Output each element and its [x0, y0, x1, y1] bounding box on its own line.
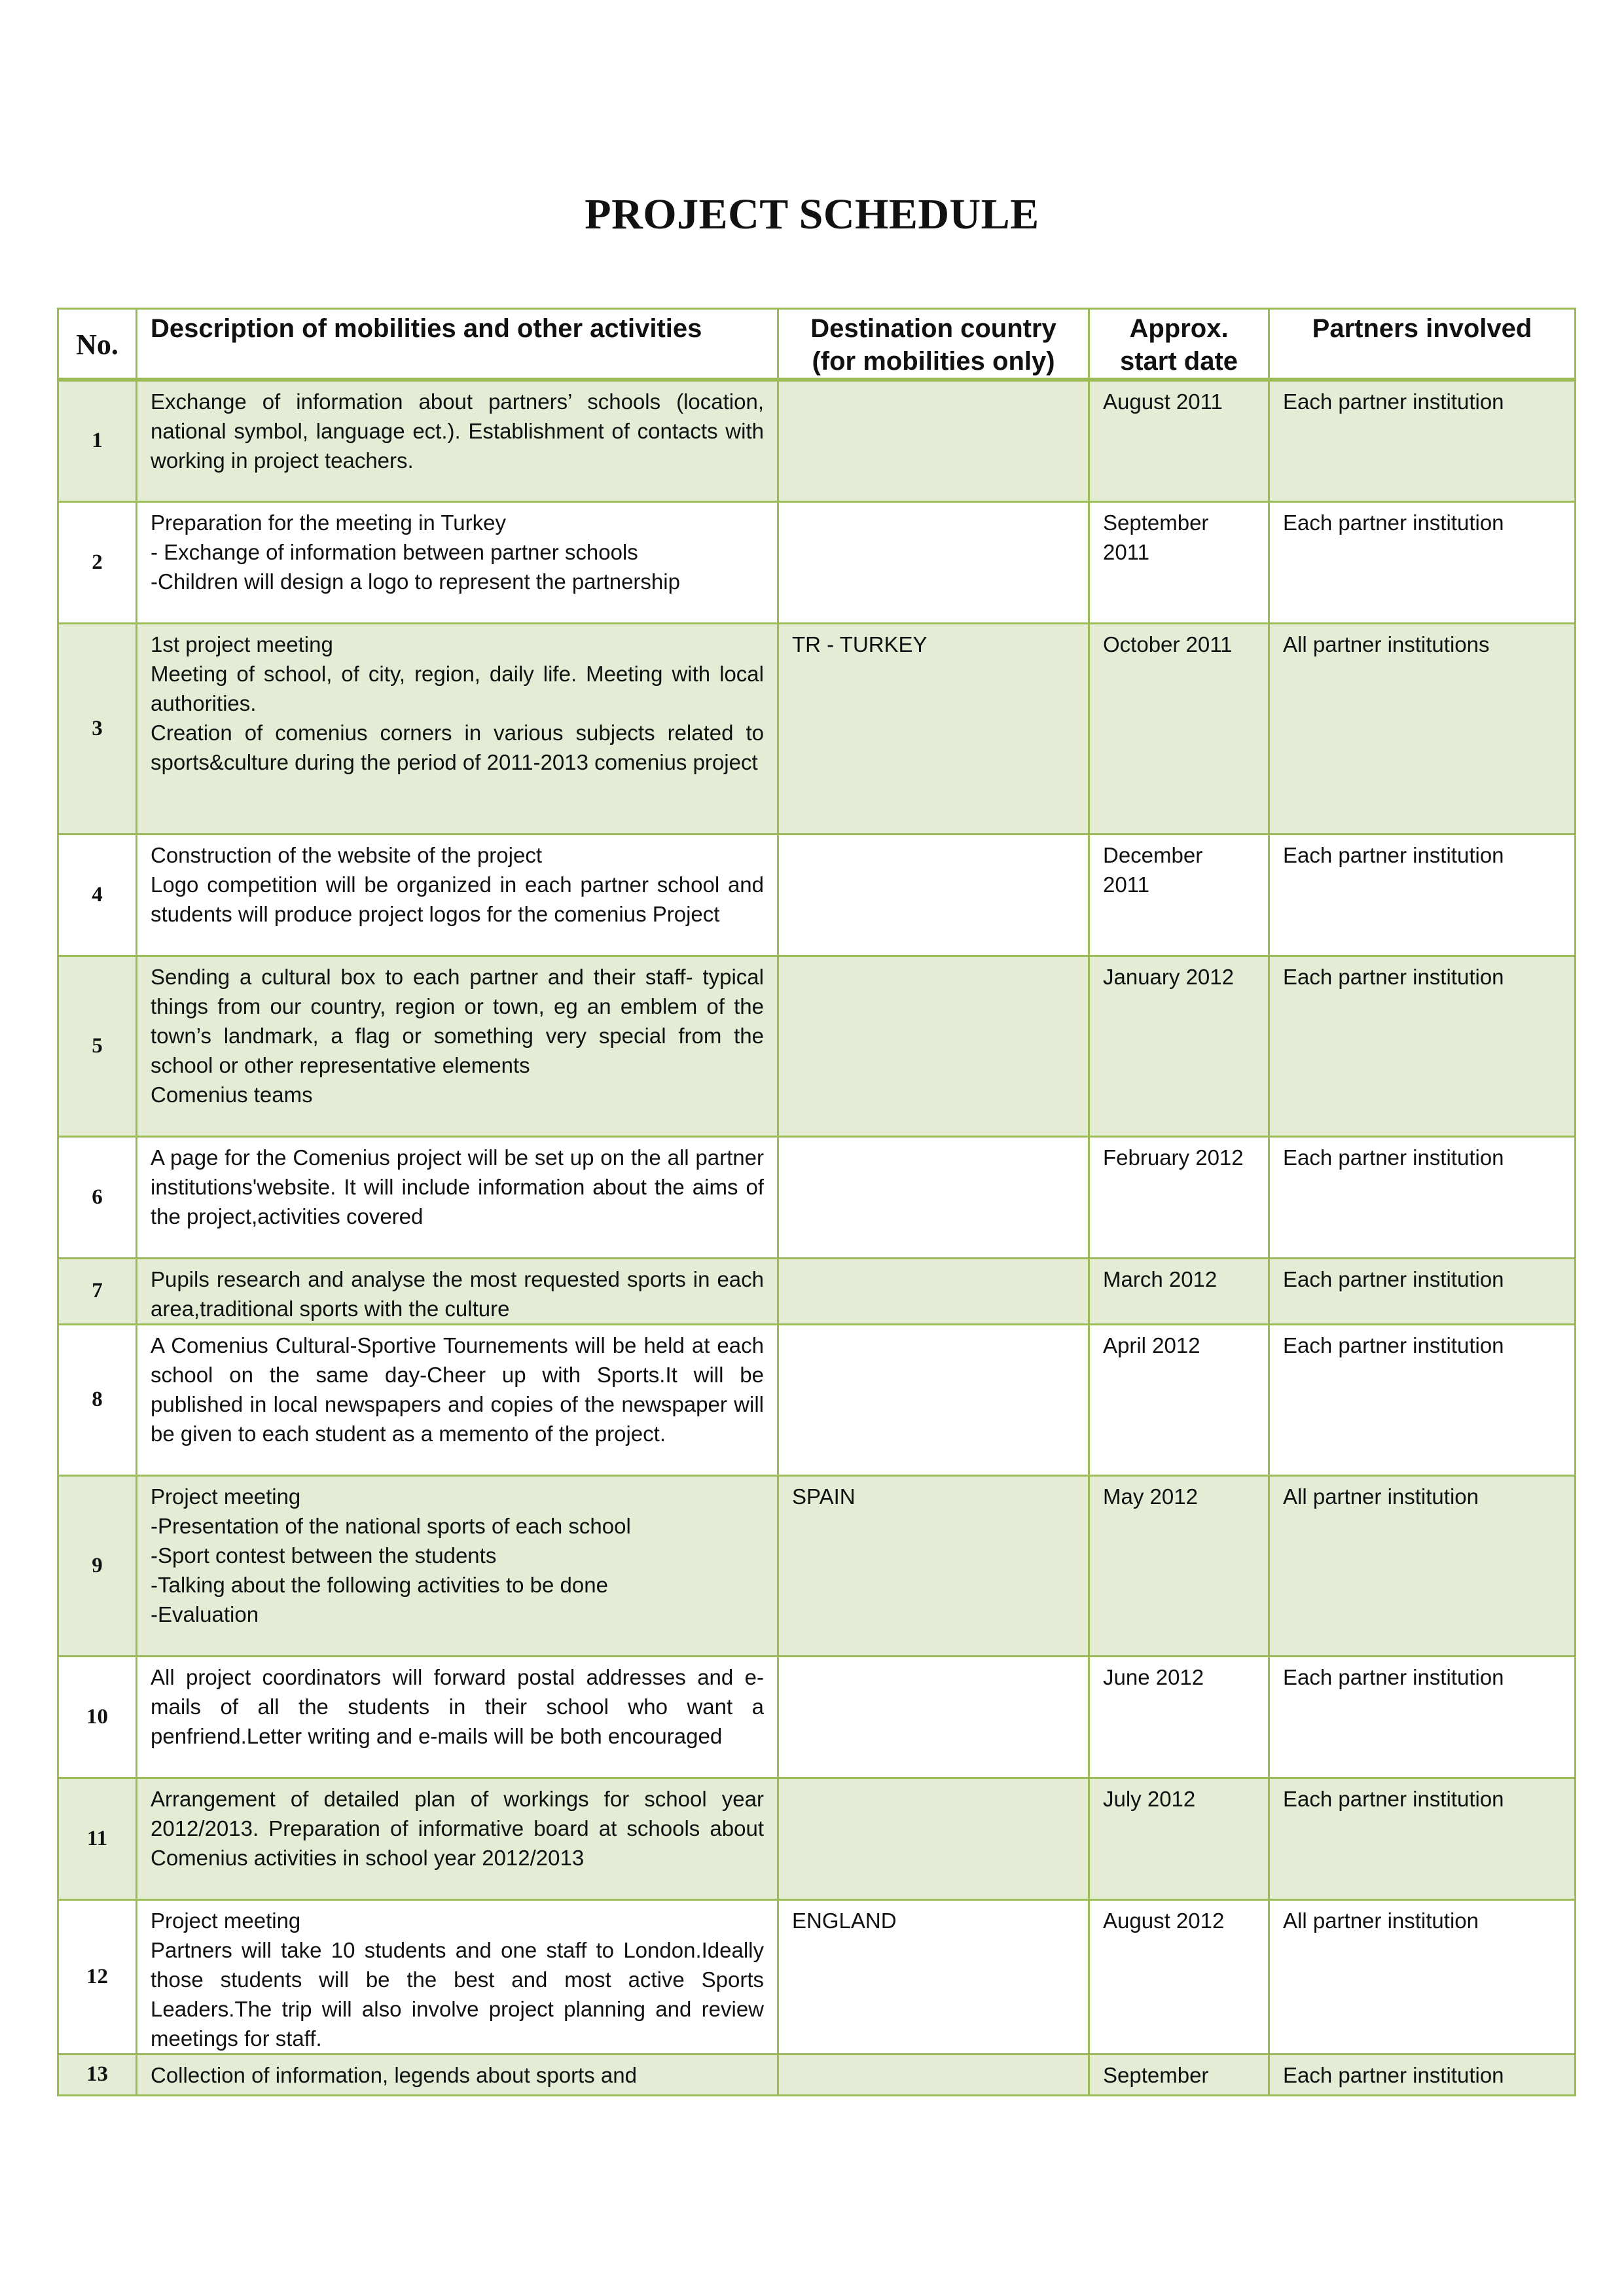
row-destination	[778, 956, 1089, 1136]
row-partners: All partner institutions	[1269, 623, 1576, 834]
row-description: Arrangement of detailed plan of workings for school year 2012/2013. Preparation of informative board at schools about Comenius activities in school year 2012/2013	[137, 1778, 778, 1899]
row-description: Project meeting Partners will take 10 students and one staff to London.Ideally those students will be the best and most active Sports Leaders.The trip will also involve project planning and review meetings for staff.	[137, 1899, 778, 2054]
header-no: No.	[58, 309, 137, 380]
row-start-date: April 2012	[1089, 1324, 1269, 1475]
schedule-table	[57, 308, 1576, 2096]
row-partners: Each partner institution	[1269, 1258, 1576, 1324]
row-start-date: December 2011	[1089, 834, 1269, 956]
row-description: Exchange of information about partners’ schools (location, national symbol, language ect.). Establishment of contacts with working in project teachers.	[137, 380, 778, 501]
row-description: Pupils research and analyse the most requested sports in each area,traditional sports with the culture	[137, 1258, 778, 1324]
header-date: Approx. start date	[1089, 309, 1269, 380]
row-partners: Each partner institution	[1269, 2054, 1576, 2095]
table-row	[58, 1899, 1576, 2054]
row-number: 9	[58, 1475, 137, 1656]
table-row	[58, 380, 1576, 501]
row-partners: All partner institution	[1269, 1899, 1576, 2054]
row-start-date: August 2011	[1089, 380, 1269, 501]
table-row	[58, 1324, 1576, 1475]
table-row	[58, 1258, 1576, 1324]
row-start-date: September	[1089, 2054, 1269, 2095]
table-row	[58, 1778, 1576, 1899]
row-start-date: January 2012	[1089, 956, 1269, 1136]
row-partners: Each partner institution	[1269, 501, 1576, 623]
row-description: A page for the Comenius project will be set up on the all partner institutions'website. It will include information about the aims of the project,activities covered	[137, 1136, 778, 1258]
row-number: 5	[58, 956, 137, 1136]
row-destination	[778, 1778, 1089, 1899]
row-description: 1st project meeting Meeting of school, of city, region, daily life. Meeting with local authorities. Creation of comenius corners in various subjects related to sports&culture during the period of 2011-2013 comenius project	[137, 623, 778, 834]
row-destination	[778, 380, 1089, 501]
row-number: 10	[58, 1656, 137, 1778]
row-start-date: June 2012	[1089, 1656, 1269, 1778]
row-description: Construction of the website of the project Logo competition will be organized in each partner school and students will produce project logos for the comenius Project	[137, 834, 778, 956]
header-partners: Partners involved	[1269, 309, 1576, 380]
table-row	[58, 2054, 1576, 2095]
row-destination: ENGLAND	[778, 1899, 1089, 2054]
row-partners: Each partner institution	[1269, 956, 1576, 1136]
row-number: 6	[58, 1136, 137, 1258]
row-number: 8	[58, 1324, 137, 1475]
row-destination	[778, 1656, 1089, 1778]
row-partners: Each partner institution	[1269, 1778, 1576, 1899]
row-number: 13	[58, 2054, 137, 2095]
header-destination: Destination country (for mobilities only)	[778, 309, 1089, 380]
row-start-date: February 2012	[1089, 1136, 1269, 1258]
row-destination: SPAIN	[778, 1475, 1089, 1656]
row-number: 3	[58, 623, 137, 834]
row-destination	[778, 1136, 1089, 1258]
table-row	[58, 1475, 1576, 1656]
row-number: 12	[58, 1899, 137, 2054]
table-row	[58, 1656, 1576, 1778]
row-start-date: July 2012	[1089, 1778, 1269, 1899]
table-row	[58, 623, 1576, 834]
row-number: 4	[58, 834, 137, 956]
row-destination	[778, 2054, 1089, 2095]
table-row	[58, 501, 1576, 623]
row-start-date: August 2012	[1089, 1899, 1269, 2054]
page-title: PROJECT SCHEDULE	[585, 190, 1039, 238]
row-destination	[778, 1324, 1089, 1475]
row-destination	[778, 1258, 1089, 1324]
row-destination: TR - TURKEY	[778, 623, 1089, 834]
row-number: 2	[58, 501, 137, 623]
row-partners: Each partner institution	[1269, 380, 1576, 501]
row-partners: Each partner institution	[1269, 834, 1576, 956]
row-description: Project meeting -Presentation of the national sports of each school -Sport contest between the students -Talking about the following activities to be done -Evaluation	[137, 1475, 778, 1656]
table-row	[58, 834, 1576, 956]
row-number: 1	[58, 380, 137, 501]
row-description: Sending a cultural box to each partner and their staff- typical things from our country, region or town, eg an emblem of the town’s landmark, a flag or something very special from the school or other representative elements Comenius teams	[137, 956, 778, 1136]
row-partners: Each partner institution	[1269, 1324, 1576, 1475]
row-start-date: September 2011	[1089, 501, 1269, 623]
row-start-date: May 2012	[1089, 1475, 1269, 1656]
row-start-date: October 2011	[1089, 623, 1269, 834]
table-row	[58, 956, 1576, 1136]
row-start-date: March 2012	[1089, 1258, 1269, 1324]
header-description: Description of mobilities and other activities	[137, 309, 778, 380]
row-partners: All partner institution	[1269, 1475, 1576, 1656]
row-description: Collection of information, legends about sports and	[137, 2054, 778, 2095]
row-destination	[778, 834, 1089, 956]
row-partners: Each partner institution	[1269, 1656, 1576, 1778]
row-number: 7	[58, 1258, 137, 1324]
row-number: 11	[58, 1778, 137, 1899]
table-row	[58, 1136, 1576, 1258]
row-description: A Comenius Cultural-Sportive Tournements will be held at each school on the same day-Cheer up with Sports.It will be published in local newspapers and copies of the newspaper will be given to each student as a memento of the project.	[137, 1324, 778, 1475]
table-header-row	[58, 309, 1576, 380]
row-description: Preparation for the meeting in Turkey - Exchange of information between partner schools -Children will design a logo to represent the partnership	[137, 501, 778, 623]
row-description: All project coordinators will forward postal addresses and e-mails of all the students in their school who want a penfriend.Letter writing and e-mails will be both encouraged	[137, 1656, 778, 1778]
row-partners: Each partner institution	[1269, 1136, 1576, 1258]
row-destination	[778, 501, 1089, 623]
